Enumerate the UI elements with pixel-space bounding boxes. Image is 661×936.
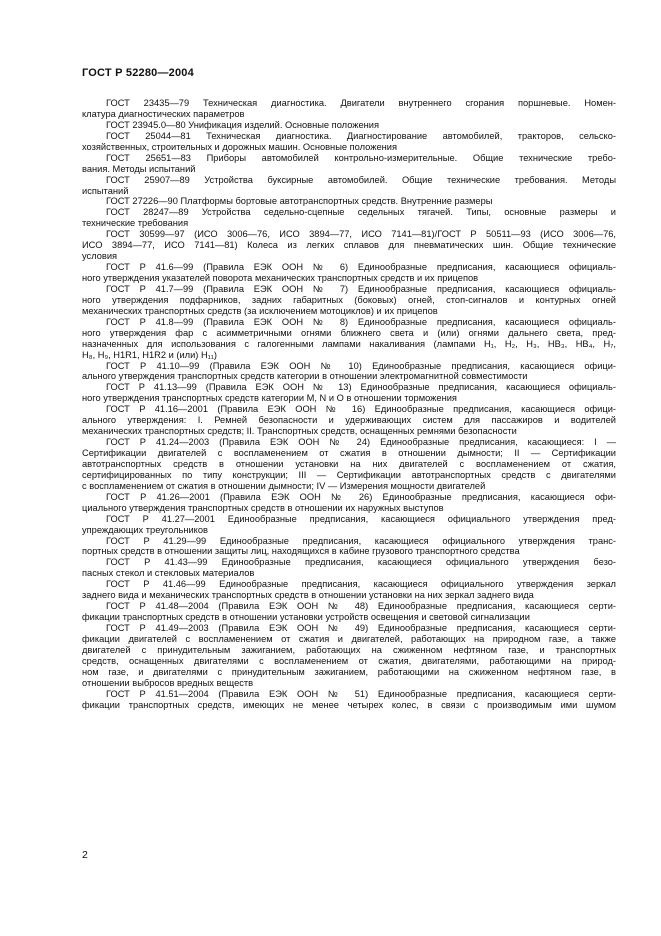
text-line: автотранспортных средств в отношении установки на них двигателей с воспламенением от сжатия, xyxy=(82,458,616,469)
text-line: условия xyxy=(82,251,118,262)
text-line: ального утверждения: I. Ремней безопасности и удерживающих систем для пассажиров и водителей xyxy=(82,415,616,426)
text-line: хозяйственных, строительных и дорожных машин. Основные положения xyxy=(82,141,397,152)
standard-entry-line: ГОСТ Р 41.6—99 (Правила ЕЭК ООН № 6) Единообразные предписания, касающиеся официаль- xyxy=(106,262,616,273)
standard-entry-line: ГОСТ Р 41.13—99 (Правила ЕЭК ООН № 13) Единообразные предписания, касающиеся официаль- xyxy=(106,382,616,393)
text-line: вания. Методы испытаний xyxy=(82,163,196,174)
text-line: циального утверждения транспортных средств в отношении их наружных выступов xyxy=(82,502,444,513)
standard-entry-line: ГОСТ 30599—97 (ИСО 3006—76, ИСО 3894—77, ИСО 7141—81)/ГОСТ Р 50511—93 (ИСО 3006—76, xyxy=(106,229,616,240)
text-line: упреждающих треугольников xyxy=(82,524,208,535)
text-line: фикации транспортных средств, имеющих не менее четырех колес, в связи с производимым ими шумом xyxy=(82,699,616,710)
text-line: ного утверждения подфарников, задних габаритных (боковых) огней, стоп-сигналов и контурных огней xyxy=(82,294,616,305)
text-line: отношении выбросов вредных веществ xyxy=(82,677,254,688)
standard-entry-line: ГОСТ Р 41.46—99 Единообразные предписания, касающиеся официального утверждения зеркал xyxy=(106,579,616,590)
standard-entry-line: ГОСТ Р 41.7—99 (Правила ЕЭК ООН № 7) Единообразные предписания, касающиеся официаль- xyxy=(106,283,616,294)
text-line: фикации двигателей с воспламенением от сжатия и двигателей, работающих на природном газе, а также xyxy=(82,633,616,644)
standard-entry-line: ГОСТ 27226—90 Платформы бортовые автотранспортных средств. Внутренние размеры xyxy=(106,196,493,207)
document-header: ГОСТ Р 52280—2004 xyxy=(82,67,194,79)
text-line: механических транспортных средств (за исключением мотоциклов) и их прицепов xyxy=(82,305,438,316)
text-line: механических транспортных средств; II. Транспортных средств, оснащенных ремнями безопасности xyxy=(82,426,517,437)
standard-entry-line: ГОСТ 23945.0—80 Унификация изделий. Основные положения xyxy=(106,119,380,130)
standard-entry-line: ГОСТ Р 41.48—2004 (Правила ЕЭК ООН № 48) Единообразные предписания, касающиеся серти- xyxy=(106,601,616,612)
standards-list xyxy=(82,98,616,711)
standard-entry-line: ГОСТ Р 41.8—99 (Правила ЕЭК ООН № 8) Единообразные предписания, касающиеся официаль- xyxy=(106,316,616,327)
standard-entry-line: ГОСТ Р 41.51—2004 (Правила ЕЭК ООН № 51) Единообразные предписания, касающиеся серти- xyxy=(106,688,616,699)
standard-entry-line: ГОСТ 28247—89 Устройства седельно-сцепные седельных тягачей. Типы, основные размеры и xyxy=(106,207,616,218)
text-line: портных средств в отношении защиты лиц, находящихся в кабине грузового транспортного средства xyxy=(82,546,520,557)
standard-entry-line: ГОСТ 25044—81 Техническая диагностика. Диагностирование автомобилей, тракторов, сельско- xyxy=(106,130,616,141)
text-line: испытаний xyxy=(82,185,129,196)
text-line: ного утверждения транспортных средств категории M, N и O в отношении торможения xyxy=(82,393,457,404)
text-line: фикации транспортных средств в отношении установки устройств освещения и световой сигнализации xyxy=(82,612,530,623)
standard-entry-line: ГОСТ Р 41.26—2001 (Правила ЕЭК ООН № 26) Единообразные предписания, касающиеся офи- xyxy=(106,491,616,502)
text-line: Сертификации двигателей с воспламенением от сжатия в отношении дымности; II — Сертификации xyxy=(82,448,616,458)
standard-entry-line: ГОСТ 23435—79 Техническая диагностика. Двигатели внутреннего сгорания поршневые. Номен- xyxy=(106,98,616,108)
text-line: H₈, H₉, H1R1, H1R2 и (или) H₁₁) xyxy=(82,349,218,360)
standard-entry-line: ГОСТ Р 41.16—2001 (Правила ЕЭК ООН № 16) Единообразные предписания, касающиеся офици- xyxy=(106,404,616,415)
standard-entry-line: ГОСТ 25651—83 Приборы автомобилей контрольно-измерительные. Общие технические требо- xyxy=(106,152,616,163)
text-line: средств, оснащенных двигателями с воспламенением от сжатия, двигателями, работающими на природ- xyxy=(82,655,616,666)
text-line: ного утверждения фар с асимметричными огнями ближнего света и (или) огнями дальнего света, пред- xyxy=(82,327,616,338)
standard-entry-line: ГОСТ Р 41.49—2003 (Правила ЕЭК ООН № 49) Единообразные предписания, касающиеся серти- xyxy=(106,623,616,633)
standard-entry-line: ГОСТ Р 41.27—2001 Единообразные предписания, касающиеся официального утверждения пред- xyxy=(106,513,616,524)
text-line: пасных стекол и стекловых материалов xyxy=(82,568,255,579)
text-line: ного утверждения указателей поворота механических транспортных средств и их прицепов xyxy=(82,273,479,283)
text-line: ИСО 3894—77, ИСО 7141—81) Колеса из легких сплавов для пневматических шин. Общие технические xyxy=(82,240,616,251)
text-line: заднего вида и механических транспортных средств в отношении установки на них зеркал заднего вида xyxy=(82,590,534,601)
text-line: ном газе, и двигателями с принудительным зажиганием, работающими на сжиженном нефтяном газе, в xyxy=(82,666,616,677)
standard-entry-line: ГОСТ Р 41.10—99 (Правила ЕЭК ООН № 10) Единообразные предписания, касающиеся офици- xyxy=(106,360,616,371)
standard-entry-line: ГОСТ Р 41.29—99 Единообразные предписания, касающиеся официального утверждения транс- xyxy=(106,535,616,546)
standard-entry-line: ГОСТ Р 41.43—99 Единообразные предписания, касающиеся официального утверждения безо- xyxy=(106,557,616,568)
text-line: технические требования xyxy=(82,218,189,229)
text-line: с воспламенением от сжатия в отношении дымности; IV — Измерения мощности двигателей xyxy=(82,480,486,491)
standard-entry-line: ГОСТ 25907—89 Устройства буксирные автомобилей. Общие технические требования. Методы xyxy=(106,174,616,185)
text-line: сертифицированных по типу конструкции; III — Сертификации автотранспортных средств с двигателями xyxy=(82,469,616,480)
text-line: клатура диагностических параметров xyxy=(82,108,245,119)
text-line: ального утверждения транспортных средств категории в отношении электромагнитной совместимости xyxy=(82,371,528,382)
text-line: назначенных для использования с галогенными лампами накаливания (лампами H₁, H₂, H₃, HB₃, HB₄, H₇, xyxy=(82,338,616,349)
standard-entry-line: ГОСТ Р 41.24—2003 (Правила ЕЭК ООН № 24) Единообразные предписания, касающиеся: I — xyxy=(106,437,616,448)
page-number: 2 xyxy=(82,849,88,861)
text-line: двигателей с принудительным зажиганием, работающих на сжиженном нефтяном газе, и транспортных xyxy=(82,644,616,655)
